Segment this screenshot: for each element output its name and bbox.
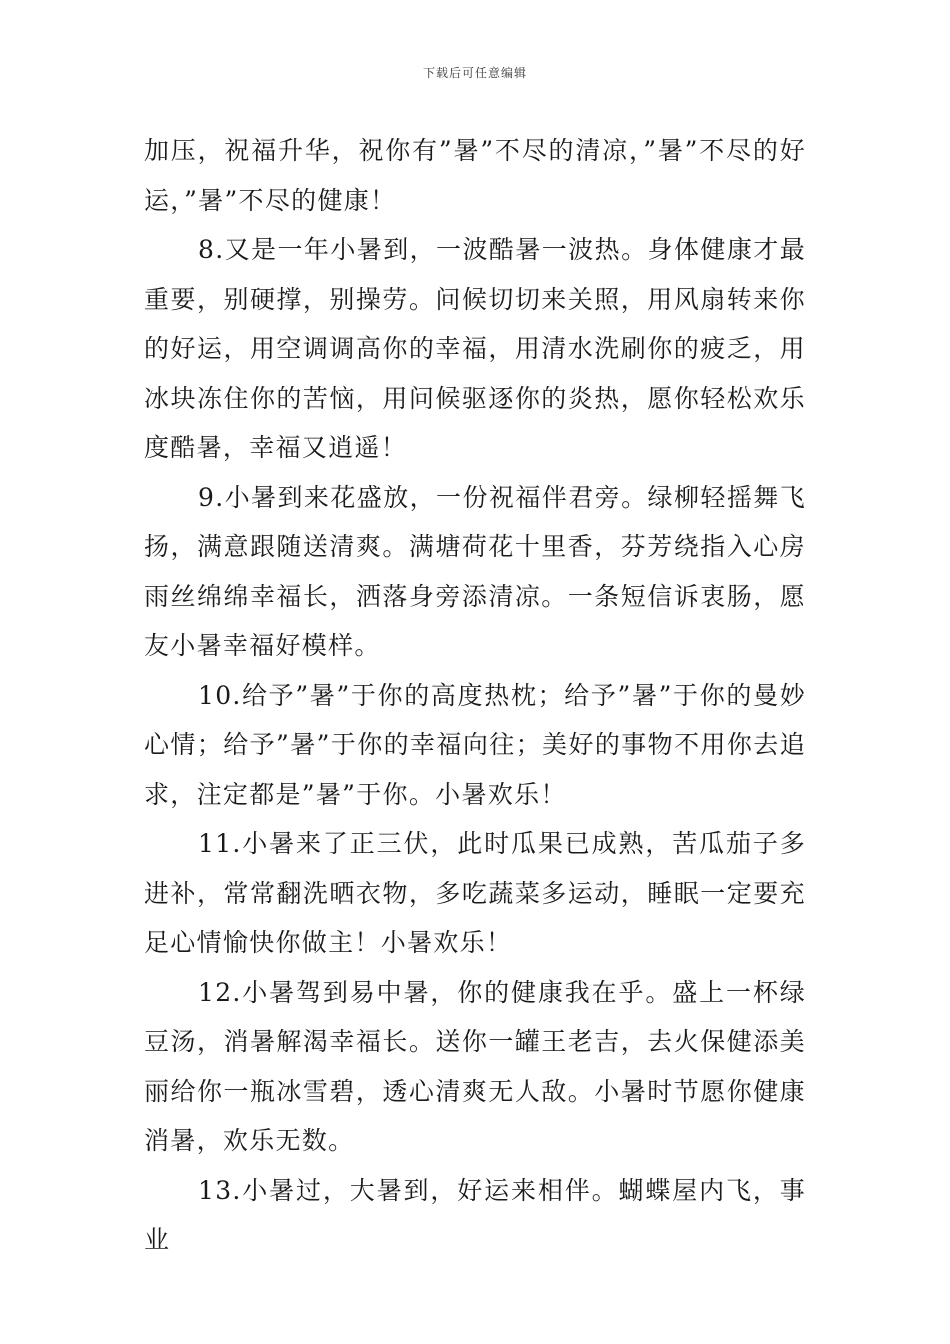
document-body — [144, 126, 806, 1265]
paragraph-continuation: 加压，祝福升华，祝你有”暑”不尽的清凉，”暑”不尽的好运，”暑”不尽的健康！ — [144, 136, 806, 215]
paragraph-8: 8.又是一年小暑到，一波酷暑一波热。身体健康才最重要，别硬撑，别操劳。问候切切来关照，用风扇转来你的好运，用空调调高你的幸福，用清水洗刷你的疲乏，用冰块冻住你的苦恼，用问候驱逐你的炎热，愿你轻松欢乐度酷暑，幸福又逍遥！ — [144, 235, 806, 462]
paragraph-10: 10.给予”暑”于你的高度热枕；给予”暑”于你的曼妙心情；给予”暑”于你的幸福向往；美好的事物不用你去追求，注定都是”暑”于你。小暑欢乐！ — [144, 680, 806, 809]
paragraph-13: 13.小暑过，大暑到，好运来相伴。蝴蝶屋内飞，事业 — [144, 1175, 806, 1254]
page-header: 下载后可任意编辑 — [422, 66, 527, 80]
paragraph-9: 9.小暑到来花盛放，一份祝福伴君旁。绿柳轻摇舞飞扬，满意跟随送清爽。满塘荷花十里香，芬芳绕指入心房雨丝绵绵幸福长，洒落身旁添清凉。一条短信诉衷肠，愿友小暑幸福好模样。 — [144, 482, 806, 660]
paragraph-11: 11.小暑来了正三伏，此时瓜果已成熟，苦瓜茄子多进补，常常翻洗晒衣物，多吃蔬菜多运动，睡眠一定要充足心情愉快你做主！小暑欢乐！ — [144, 829, 806, 957]
paragraph-12: 12.小暑驾到易中暑，你的健康我在乎。盛上一杯绿豆汤，消暑解渴幸福长。送你一罐王老吉，去火保健添美丽给你一瓶冰雪碧，透心清爽无人敌。小暑时节愿你健康消暑，欢乐无数。 — [144, 977, 806, 1155]
